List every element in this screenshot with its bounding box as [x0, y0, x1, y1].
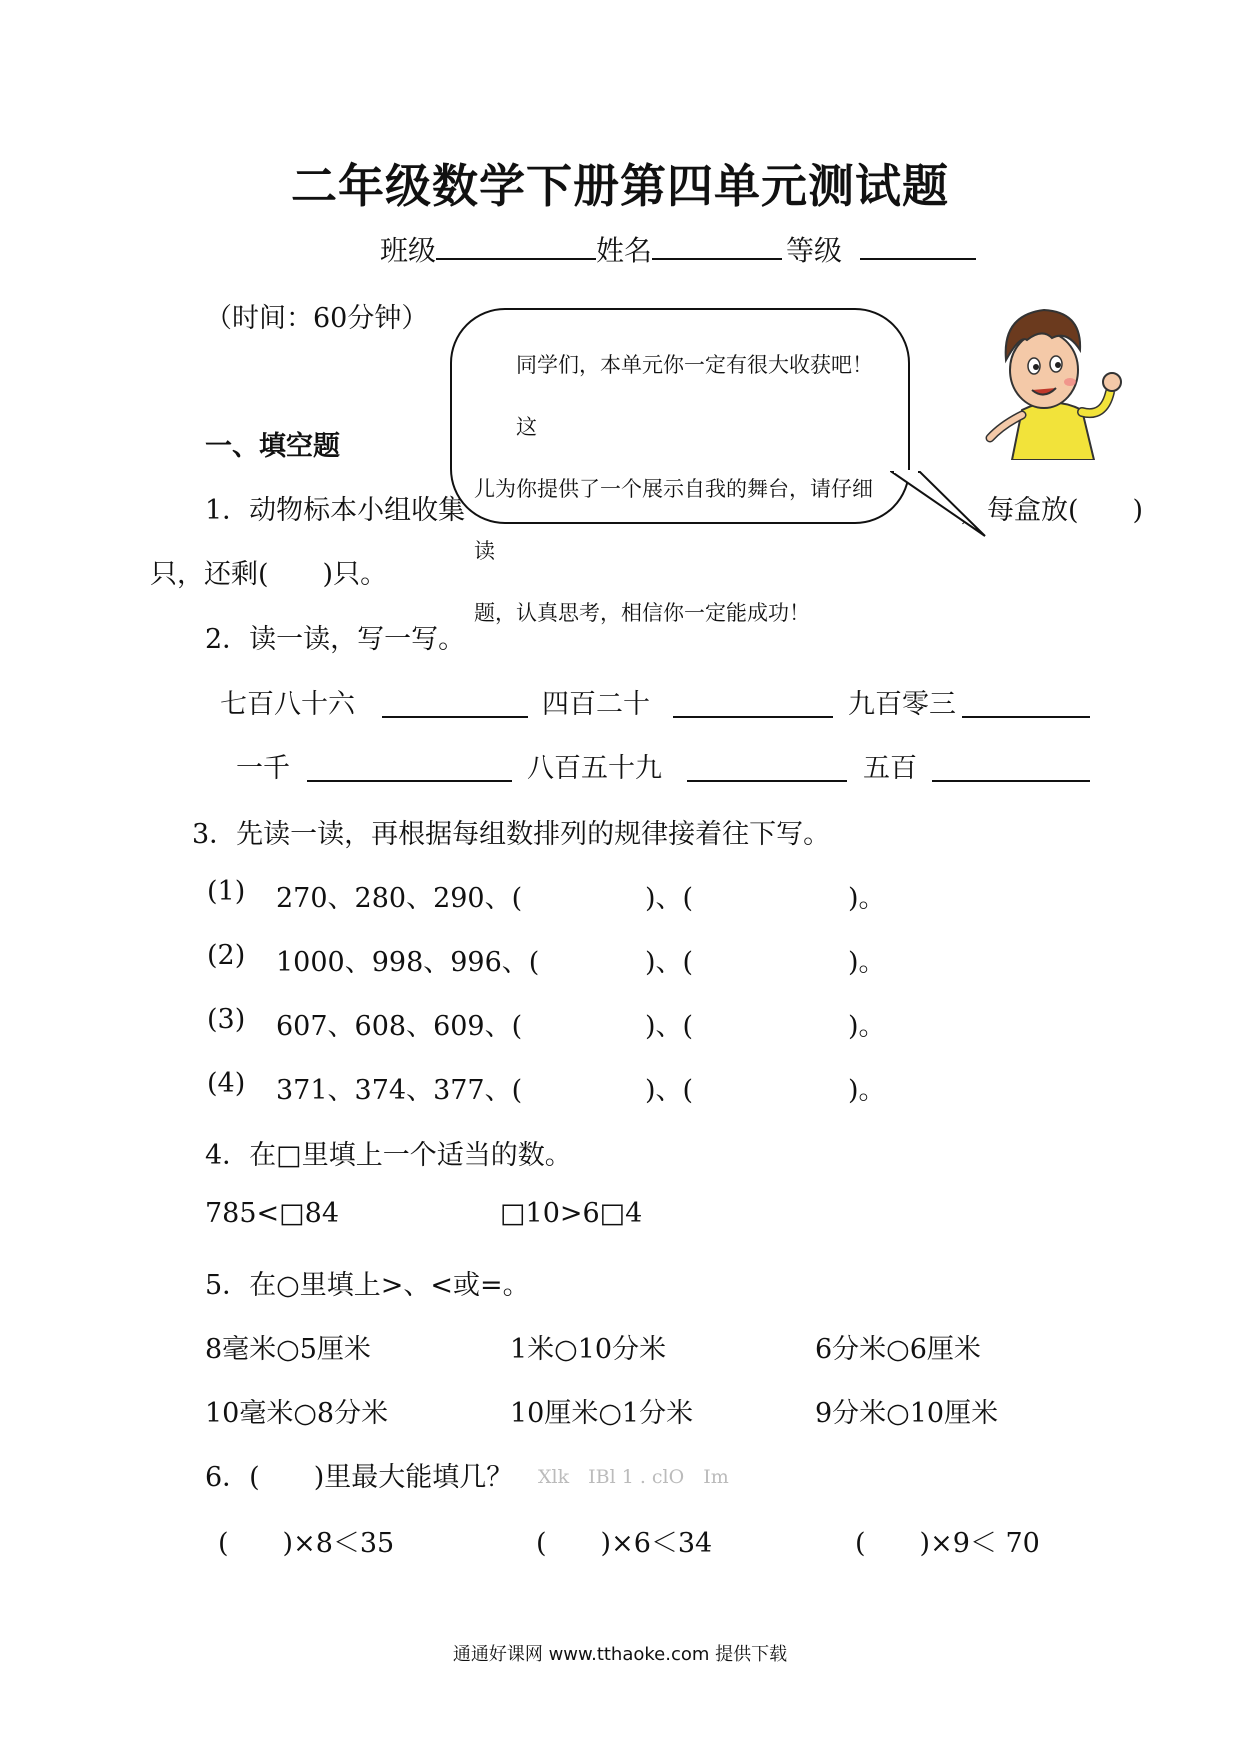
q3-row-sequence: 371、374、377、(: [276, 1075, 523, 1106]
q3-row-sequence: 607、608、609、(: [276, 1011, 523, 1042]
q3-row-mid: )、(: [645, 1011, 694, 1042]
q3-row-mid: )、(: [645, 1075, 694, 1106]
q3-row-sequence: 270、280、290、(: [276, 883, 523, 914]
page-title: 二年级数学下册第四单元测试题: [291, 159, 949, 213]
q3-row-mid: )、(: [645, 947, 694, 978]
watermark-text: Xlk IBl 1 . clO Im: [538, 1466, 729, 1488]
speech-bubble: [450, 308, 910, 625]
q3-row-label: (3): [207, 1004, 246, 1035]
q2-item: 七百八十六: [220, 689, 355, 720]
q5-item: 1米○10分米: [510, 1334, 667, 1365]
q2-stem: 2．读一读，写一写。: [205, 624, 466, 655]
bubble-tail-icon: [890, 470, 990, 540]
q4-item: □10>6□4: [500, 1198, 643, 1229]
name-blank[interactable]: [652, 228, 782, 260]
q3-row-sequence: 1000、998、996、(: [276, 947, 540, 978]
answer-blank[interactable]: [932, 750, 1090, 782]
footer-text: 通通好课网 www.tthaoke.com 提供下载: [452, 1644, 788, 1665]
q5-stem: 5．在○里填上>、<或=。: [205, 1270, 530, 1301]
q1-line1-start: 1．动物标本小组收集: [205, 495, 466, 526]
q6-item: ( )×8＜35: [218, 1528, 395, 1559]
q3-row-end: )。: [848, 947, 886, 978]
bubble-line-1: 同学们，本单元你一定有很大收获吧！这: [516, 353, 873, 439]
q1-line1-end: ，每盒放( ): [960, 495, 1144, 526]
section-1-heading: 一、填空题: [205, 431, 340, 462]
q1-line2: 只，还剩( )只。: [150, 559, 388, 590]
bubble-line-2: 儿为你提供了一个展示自我的舞台，请仔细读: [474, 477, 873, 563]
q5-item: 9分米○10厘米: [815, 1398, 999, 1429]
time-limit: （时间：60分钟）: [205, 303, 429, 334]
q4-stem: 4．在□里填上一个适当的数。: [205, 1140, 572, 1171]
q2-item: 一千: [236, 753, 290, 784]
q2-item: 四百二十: [542, 689, 650, 720]
q2-item: 九百零三: [848, 689, 956, 720]
class-label: 班级: [380, 234, 437, 267]
bubble-line-3: 题，认真思考，相信你一定能成功！: [474, 601, 810, 625]
q5-item: 8毫米○5厘米: [205, 1334, 371, 1365]
name-label: 姓名: [596, 234, 653, 267]
answer-blank[interactable]: [962, 686, 1090, 718]
q3-row-end: )。: [848, 1075, 886, 1106]
q4-item: 785<□84: [205, 1198, 340, 1229]
answer-blank[interactable]: [687, 750, 847, 782]
q3-row-label: (1): [207, 876, 246, 907]
q5-item: 10厘米○1分米: [510, 1398, 694, 1429]
q3-row-end: )。: [848, 1011, 886, 1042]
q2-item: 八百五十九: [527, 753, 662, 784]
answer-blank[interactable]: [673, 686, 833, 718]
q2-item: 五百: [863, 753, 917, 784]
class-blank[interactable]: [436, 228, 596, 260]
grade-label: 等级: [786, 234, 843, 267]
class-field: [380, 228, 976, 269]
q5-item: 10毫米○8分米: [205, 1398, 389, 1429]
grade-blank[interactable]: [860, 228, 976, 260]
answer-blank[interactable]: [307, 750, 512, 782]
q3-row-mid: )、(: [645, 883, 694, 914]
q6-item: ( )×6＜34: [536, 1528, 713, 1559]
q6-stem: 6．( )里最大能填几？: [205, 1462, 514, 1493]
q6-item: ( )×9＜ 70: [855, 1528, 1040, 1559]
q3-row-label: (2): [207, 940, 246, 971]
cartoon-boy-icon: [982, 300, 1132, 460]
q5-item: 6分米○6厘米: [815, 1334, 981, 1365]
q3-row-end: )。: [848, 883, 886, 914]
answer-blank[interactable]: [382, 686, 528, 718]
q3-row-label: (4): [207, 1068, 246, 1099]
q3-stem: 3．先读一读，再根据每组数排列的规律接着往下写。: [192, 819, 831, 850]
